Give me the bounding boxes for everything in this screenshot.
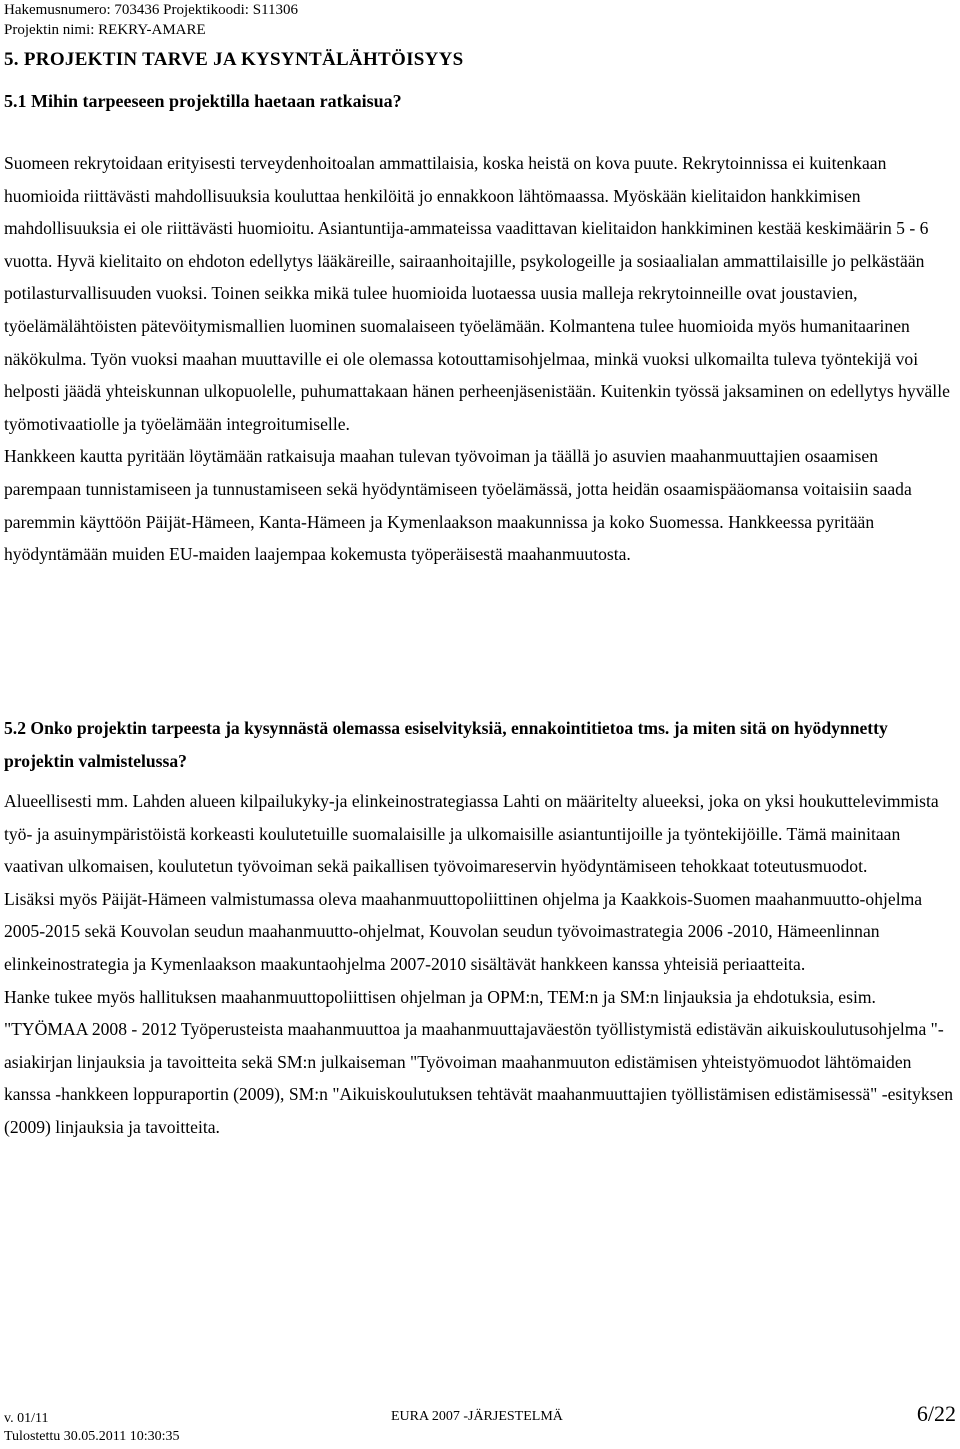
application-number: Hakemusnumero: 703436 Projektikoodi: S11306 [4,2,299,18]
paragraph: Hanke tukee myös hallituksen maahanmuuttopoliittisen ohjelman ja OPM:n, TEM:n ja SM:n linjauksia ja ehdotuksia, esim. "TYÖMAA 2008 - 2012 Työperusteista maahanmuuttoa ja maahanmuuttajaväestön työllistymistä edistävän aikuiskoulutusohjelma "- asiakirjan linjauksia ja tavoitteita sekä SM:n julkaiseman "Työvoiman maahanmuuton edistämisen yhteistyömuodot lähtömaiden kanssa -hankkeen loppuraportin (2009), SM:n "Aikuiskoulutuksen tehtävät maahanmuuttajien työllistämisen edistämisessä" -esityksen (2009) linjauksia ja tavoitteita. [4,986,954,1137]
question-5-1-answer [4,147,954,571]
version-label: v. 01/11 [4,1411,49,1426]
printed-timestamp: Tulostettu 30.05.2011 10:30:35 [4,1429,180,1444]
footer-left [4,1410,180,1446]
paragraph: Alueellisesti mm. Lahden alueen kilpailukyky-ja elinkeinostrategiassa Lahti on määritelty alueeksi, joka on yksi houkuttelevimmista työ- ja asuinympäristöistä korkeasti koulutetuille suomalaisille ja ulkomaisille asiantuntijoille ja työntekijöille. Tämä mainitaan vaativan ulkomaisen, koulutetun työvoiman sekä paikallisen työvoimareservin hyödyntämiseen tehokkaat toteutusmuodot. [4,791,939,877]
question-5-2-title: 5.2 Onko projektin tarpeesta ja kysynnästä olemassa esiselvityksiä, ennakointitietoa tms. ja miten sitä on hyödynnetty projektin valmistelussa? [4,718,888,771]
page-number: 6/22 [916,1401,956,1426]
paragraph: Hankkeen kautta pyritään löytämään ratkaisuja maahan tulevan työvoiman ja täällä jo asuvien maahanmuuttajien osaamisen parempaan tunnistamiseen ja tunnustamiseen sekä hyödyntämiseen työelämässä, jotta heidän osaamispääomansa voitaisiin saada paremmin käyttöön Päijät-Hämeen, Kanta-Hämeen ja Kymenlaakson maakunnissa ja koko Suomessa. Hankkeessa pyritään hyödyntämään muiden EU-maiden laajempaa kokemusta työperäisestä maahanmuutosta. [4,446,912,565]
document-header [4,0,298,40]
paragraph: Suomeen rekrytoidaan erityisesti terveydenhoitoalan ammattilaisia, koska heistä on kova puute. Rekrytoinnissa ei kuitenkaan huomioida riittävästi mahdollisuuksia kouluttaa henkilöitä jo ennakkoon lähtömaassa. Myöskään kielitaidon hankkimisen mahdollisuuksia ei ole riittävästi huomioitu. Asiantuntija-ammateissa vaadittavan kielitaidon hankkiminen kestää keskimäärin 5 - 6 vuotta. Hyvä kielitaito on ehdoton edellytys lääkäreille, sairaanhoitajille, psykologeille ja sosiaalialan ammattilaisille jo pelkästään potilasturvallisuuden vuoksi. Toinen seikka mikä tulee huomioida luotaessa uusia malleja rekrytoinneille ovat joustavien, työelämälähtöisten pätevöitymismallien luominen suomalaiseen työelämään. Kolmantena tulee huomioida myös humanitaarinen näkökulma. Työn vuoksi maahan muuttaville ei ole olemassa kotouttamisohjelmaa, minkä vuoksi ulkomailta tuleva työntekijä voi helposti jäädä yhteiskunnan ulkopuolelle, puhumattakaan hänen perheenjäsenistään. Kuitenkin työssä jaksaminen on edellytys hyvälle työmotivaatiolle ja työelämään integroitumiselle. [4,153,950,434]
question-5-1-title: 5.1 Mihin tarpeeseen projektilla haetaan ratkaisua? [4,91,402,111]
system-name: EURA 2007 -JÄRJESTELMÄ [391,1409,563,1424]
question-5-2-answer [4,785,954,1144]
paragraph: Lisäksi myös Päijät-Hämeen valmistumassa oleva maahanmuuttopoliittinen ohjelma ja Kaakkois-Suomen maahanmuutto-ohjelma 2005-2015 sekä Kouvolan seudun maahanmuutto-ohjelmat, Kouvolan seudun työvoimastrategia 2006 -2010, Hämeenlinnan elinkeinostrategia ja Kymenlaakson maakuntaohjelma 2007-2010 sisältävät hankkeen kanssa yhteisiä periaatteita. [4,888,923,974]
project-name: Projektin nimi: REKRY-AMARE [4,22,206,38]
section-title: 5. PROJEKTIN TARVE JA KYSYNTÄLÄHTÖISYYS [4,49,464,70]
